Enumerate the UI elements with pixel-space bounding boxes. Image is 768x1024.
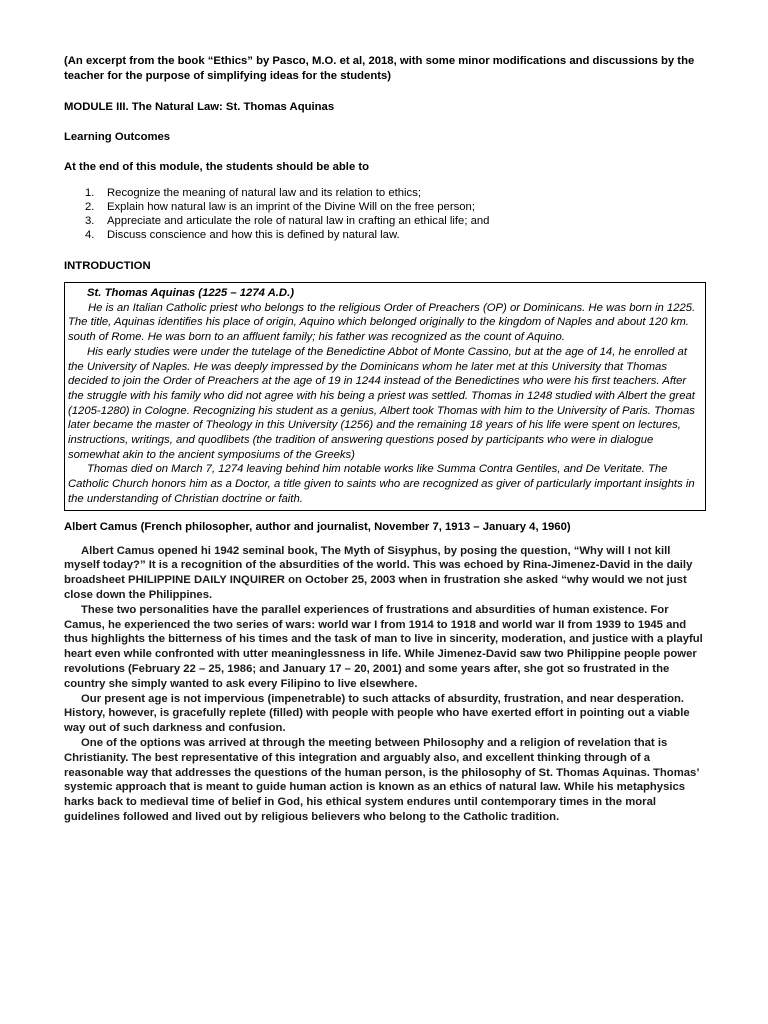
excerpt-note: (An excerpt from the book “Ethics” by Pasco, M.O. et al, 2018, with some minor modifications and discussions by the teacher for the purpose of simplifying ideas for the students) — [64, 55, 695, 82]
camus-paragraph: Albert Camus opened hi 1942 seminal book, The Myth of Sisyphus, by posing the question, “Why will I not kill myself today?” It is a recognition of the absurdities of the world. This was echoed by Rina-Jimenez-David in the daily broadsheet PHILIPPINE DAILY INQUIRER on October 25, 2003 when in frustration she asked “why would we not just close down the Philippines. — [64, 544, 693, 601]
list-number: 3. — [85, 215, 95, 227]
list-number: 1. — [85, 187, 95, 199]
learning-outcomes-heading: Learning Outcomes — [64, 131, 171, 143]
list-text: Recognize the meaning of natural law and its relation to ethics; — [107, 187, 421, 199]
introduction-heading: INTRODUCTION — [64, 260, 151, 272]
list-number: 2. — [85, 201, 95, 213]
list-item — [64, 228, 704, 242]
camus-paragraph: Our present age is not impervious (impenetrable) to such attacks of absurdity, frustration, and near desperation. History, however, is gracefully replete (filled) with people with people who have exerted effort in pointing out a viable way out of such darkness and confusion. — [64, 692, 690, 735]
list-text: Appreciate and articulate the role of natural law in crafting an ethical life; and — [107, 215, 490, 227]
aquinas-paragraph: Thomas died on March 7, 1274 leaving behind him notable works like Summa Contra Gentiles, and De Veritate. The Catholic Church honors him as a Doctor, a title given to saints who are recognized as giver of particularly important insights in the understanding of Christian doctrine or faith. — [68, 463, 695, 505]
document-page — [64, 54, 704, 825]
module-title: MODULE III. The Natural Law: St. Thomas Aquinas — [64, 101, 335, 113]
outcomes-intro: At the end of this module, the students should be able to — [64, 161, 370, 173]
list-text: Discuss conscience and how this is defined by natural law. — [107, 229, 400, 241]
list-text: Explain how natural law is an imprint of the Divine Will on the free person; — [107, 201, 475, 213]
aquinas-bio-box — [64, 282, 706, 511]
outcomes-list — [64, 186, 704, 242]
camus-paragraph: One of the options was arrived at through the meeting between Philosophy and a religion of revelation that is Christianity. The best representative of this integration and arguably also, and excellent thinking through of a reasonable way that addresses the questions of the human person, is the philosophy of St. Thomas Aquinas. Thomas’ systemic approach that is meant to guide human action is known as an ethics of natural law. While his metaphysics harks back to medieval time of belief in God, his ethical system endures until contemporary times in the moral guidelines followed and lived out by religious believers who belong to the Catholic tradition. — [64, 736, 699, 823]
camus-title: Albert Camus (French philosopher, author and journalist, November 7, 1913 – January 4, 1960) — [64, 520, 571, 533]
camus-section — [64, 544, 704, 825]
aquinas-paragraph: His early studies were under the tutelage of the Benedictine Abbot of Monte Cassino, but at the age of 14, he enrolled at the University of Naples. He was deeply impressed by the Dominicans whom he later met at this University that Thomas decided to join the Order of Preachers at the age of 19 in 1244 instead of the Benedictines who were his first teachers. After the struggle with his family who did not agree with his being a priest was settled. Thomas in 1248 studied with Albert the great (1205-1280) in Cologne. Recognizing his student as a genius, Albert took Thomas with him to the University of Paris. Thomas later became the master of Theology in this University (1256) and the remaining 18 years of his life were spent on lectures, instructions, writings, and quodlibets (the tradition of answering questions posed by participants who were in dialogue somewhat akin to the ancient symposiums of the Greeks) — [68, 345, 695, 461]
aquinas-paragraph: He is an Italian Catholic priest who belongs to the religious Order of Preachers (OP) or Dominicans. He was born in 1225. The title, Aquinas identifies his place of origin, Aquino which belonged originally to the kingdom of Naples and about 120 km. south of Rome. He was born to an affluent family; his father was recognized as the count of Aquino. — [68, 301, 696, 344]
aquinas-title: St. Thomas Aquinas (1225 – 1274 A.D.) — [87, 287, 294, 299]
list-item — [64, 200, 704, 214]
list-item — [64, 186, 704, 200]
list-item — [64, 214, 704, 228]
camus-paragraph: These two personalities have the parallel experiences of frustrations and absurdities of human existence. For Camus, he experienced the two series of wars: world war I from 1914 to 1918 and world war II from 1939 to 1945 and thus highlights the bitterness of his times and the task of man to live in sincerity, moderation, and justice with a playful heart even while confronted with utter meaninglessness in life. While Jimenez-David saw two Philippine people power revolutions (February 22 – 25, 1986; and January 17 – 20, 2001) and some years after, she got so frustrated in the country she simply wanted to ask every Filipino to live elsewhere. — [64, 603, 703, 690]
list-number: 4. — [85, 229, 95, 241]
